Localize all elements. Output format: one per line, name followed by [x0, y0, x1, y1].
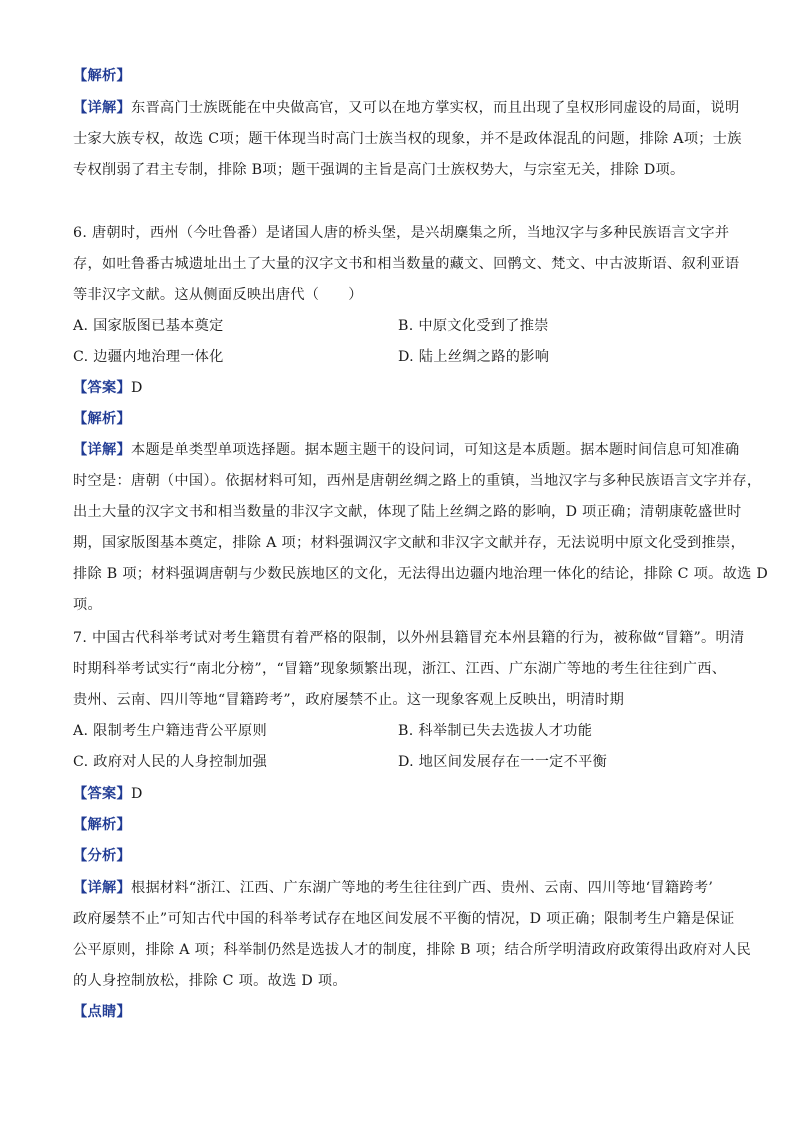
xiangjie-tag: 【详解】 — [73, 100, 131, 116]
q7-stem-line: 7. 中国古代科举考试对考生籍贯有着严格的限制，以外州县籍冒充本州县籍的行为，被称做“冒籍”。明清 — [73, 630, 745, 646]
q6-stem-line: 6. 唐朝时，西州（今吐鲁番）是诸国人唐的桥头堡，是兴胡麇集之所，当地汉字与多种民族语言文字并 — [73, 225, 730, 241]
q7-option-b: B. 科举制已失去选拔人才功能 — [398, 723, 593, 739]
answer-tag: 【答案】 — [73, 786, 131, 802]
q7-option-c: C. 政府对人民的人身控制加强 — [73, 754, 268, 770]
explanation-text: 东晋高门士族既能在中央做高官，又可以在地方掌实权，而且出现了皇权形同虚设的局面，说明 — [130, 100, 740, 116]
q6-option-a: A. 国家版图已基本奠定 — [73, 318, 224, 334]
q6-answer — [73, 378, 143, 398]
answer-tag: 【答案】 — [73, 380, 131, 396]
xiangjie-tag: 【详解】 — [73, 880, 131, 896]
q6-jiexi-heading: 【解析】 — [73, 411, 131, 427]
q6-explanation-line: 项。 — [73, 597, 102, 613]
q6-explanation-line: 出土大量的汉字文书和相当数量的非汉字文献，体现了陆上丝绸之路的影响，D 项正确；清朝康乾盛世时 — [73, 504, 742, 520]
q6-explanation-line — [73, 440, 739, 460]
q7-option-d: D. 地区间发展存在一一定不平衡 — [398, 754, 608, 770]
q6-explanation-line: 期，国家版图基本奠定，排除 A 项；材料强调汉字文献和非汉字文献并存，无法说明中原文化受到推崇， — [73, 535, 746, 551]
explanation-text: 根据材料“浙江、江西、广东湖广等地的考生往往到广西、贵州、云南、四川等地‘冒籍跨考’ — [130, 880, 714, 896]
explanation-line — [73, 98, 739, 118]
q7-stem-line: 贵州、云南、四川等地“冒籍跨考”，政府屡禁不止。这一现象客观上反映出，明清时期 — [73, 692, 625, 708]
xiangjie-tag: 【详解】 — [73, 442, 131, 458]
jiexi-heading: 【解析】 — [73, 68, 131, 84]
q7-fenxi-heading: 【分析】 — [73, 848, 131, 864]
explanation-text: 本题是单类型单项选择题。据本题主题干的设问词，可知这是本质题。据本题时间信息可知准确 — [130, 442, 740, 458]
q7-option-a: A. 限制考生户籍违背公平原则 — [73, 723, 268, 739]
q7-dianjing-heading: 【点睛】 — [73, 1004, 131, 1020]
q6-option-b: B. 中原文化受到了推崇 — [398, 318, 549, 334]
q6-option-c: C. 边疆内地治理一体化 — [73, 349, 224, 365]
q7-jiexi-heading: 【解析】 — [73, 817, 131, 833]
q6-explanation-line: 排除 B 项；材料强调唐朝与少数民族地区的文化，无法得出边疆内地治理一体化的结论，排除 C 项。故选 D — [73, 566, 769, 582]
answer-value: D — [130, 380, 143, 396]
q7-stem-line: 时期科举考试实行“南北分榜”，“冒籍”现象频繁出现，浙江、江西、广东湖广等地的考生往往到广西、 — [73, 661, 727, 677]
explanation-line: 士家大族专权，故选 C项；题干体现当时高门士族当权的现象，并不是政体混乱的问题，排除 A项；士族 — [73, 131, 742, 147]
q7-answer — [73, 784, 143, 804]
answer-value: D — [130, 786, 143, 802]
q6-stem-line: 等非汉字文献。这从侧面反映出唐代（ ） — [73, 287, 363, 303]
q7-explanation-line: 政府屡禁不止”可知古代中国的科举考试存在地区间发展不平衡的情况，D 项正确；限制考生户籍是保证 — [73, 911, 735, 927]
explanation-line: 专权削弱了君主专制，排除 B项；题干强调的主旨是高门士族权势大，与宗室无关，排除 D项。 — [73, 162, 685, 178]
q7-explanation-line — [73, 878, 713, 898]
q6-option-d: D. 陆上丝绸之路的影响 — [398, 349, 550, 365]
q7-explanation-line: 的人身控制放松，排除 C 项。故选 D 项。 — [73, 973, 347, 989]
q7-explanation-line: 公平原则，排除 A 项；科举制仍然是选拔人才的制度，排除 B 项；结合所学明清政府政策得出政府对人民 — [73, 942, 751, 958]
q6-explanation-line: 时空是：唐朝（中国）。依据材料可知，西州是唐朝丝绸之路上的重镇，当地汉字与多种民族语言文字并存， — [73, 473, 762, 489]
q6-stem-line: 存，如吐鲁番古城遗址出土了大量的汉字文书和相当数量的藏文、回鹘文、梵文、中古波斯语、叙利亚语 — [73, 256, 740, 272]
